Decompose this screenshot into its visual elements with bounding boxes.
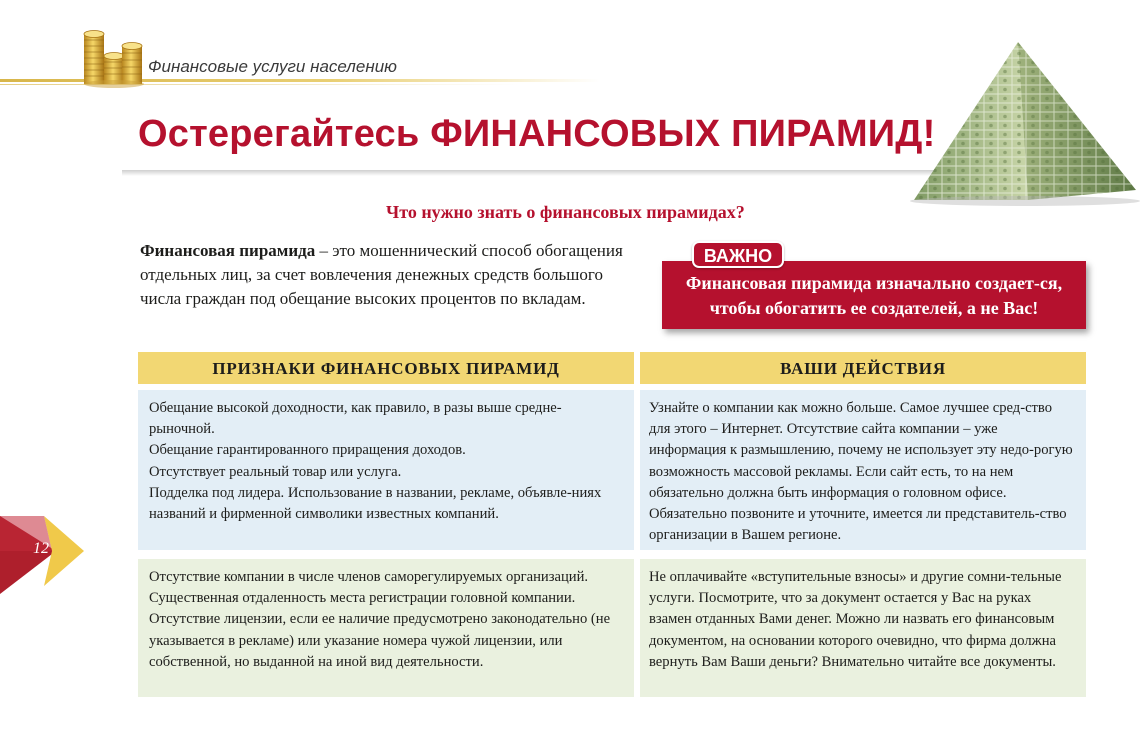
table-header-actions: ВАШИ ДЕЙСТВИЯ bbox=[640, 352, 1086, 384]
sign-item: Существенная отдаленность места регистрации головной компании. bbox=[149, 590, 576, 607]
gold-coins-icon bbox=[78, 26, 148, 92]
page-title: Остерегайтесь ФИНАНСОВЫХ ПИРАМИД! bbox=[138, 113, 936, 155]
sign-item: Отсутствие лицензии, если ее наличие предусмотрено законодательно (не указывается в рекламе) или указание номера чужой лицензии, или собственной, но выданной на иной вид деятельности. bbox=[149, 611, 611, 670]
sign-item: Обещание гарантированного приращения доходов. bbox=[149, 442, 466, 459]
important-badge: ВАЖНО bbox=[692, 241, 784, 268]
sign-item: Подделка под лидера. Использование в названии, рекламе, объявле-ниях названий и фирменной символики известных компаний. bbox=[149, 484, 602, 523]
action-item: Не оплачивайте «вступительные взносы» и другие сомни-тельные услуги. Посмотрите, что за документ остается у Вас на руках взамен отданных Вами денег. Можно ли назвать его финансовым документом, на основании которого очевидно, что фирма должна вернуть Вам Ваши деньги? Внимательно читайте все документы. bbox=[649, 569, 1062, 670]
table-header-signs: ПРИЗНАКИ ФИНАНСОВЫХ ПИРАМИД bbox=[138, 352, 634, 384]
sign-item: Обещание высокой доходности, как правило, в разы выше средне-рыночной. bbox=[149, 400, 562, 438]
sign-item: Отсутствие компании в числе членов саморегулируемых организаций. bbox=[149, 569, 589, 585]
sign-item: Отсутствует реальный товар или услуга. bbox=[149, 463, 402, 480]
action-item: Узнайте о компании как можно больше. Самое лучшее сред-ство для этого – Интернет. Отсутствие сайта компании – уже информация к размышлению, почему не использует эту недо-рогую возможность массовой рекламы. Если сайт есть, то на нем обязательно должна быть информация о головном офисе. Обязательно позвоните и уточните, имеется ли представитель-ство организации в Вашем регионе. bbox=[649, 400, 1073, 544]
subtitle: Что нужно знать о финансовых пирамидах? bbox=[386, 202, 745, 222]
page-number: 12 bbox=[33, 540, 49, 557]
intro-term: Финансовая пирамида bbox=[140, 241, 316, 260]
title-underline-shadow bbox=[122, 170, 972, 176]
section-title: Финансовые услуги населению bbox=[148, 57, 397, 76]
table-cell-signs-1 bbox=[138, 390, 634, 550]
important-text: Финансовая пирамида изначально создает-ся, чтобы обогатить ее создателей, а не Вас! bbox=[685, 273, 1063, 318]
money-pyramid-icon bbox=[900, 40, 1140, 206]
table-cell-actions-1 bbox=[640, 390, 1086, 550]
table-cell-actions-2 bbox=[640, 559, 1086, 697]
intro-paragraph bbox=[140, 239, 630, 311]
intro-definition: – это мошеннический способ обогащения отдельных лиц, за счет вовлечения денежных средств большого числа граждан под обещание высоких процентов по вкладам. bbox=[140, 241, 623, 308]
table-cell-signs-2 bbox=[138, 559, 634, 697]
